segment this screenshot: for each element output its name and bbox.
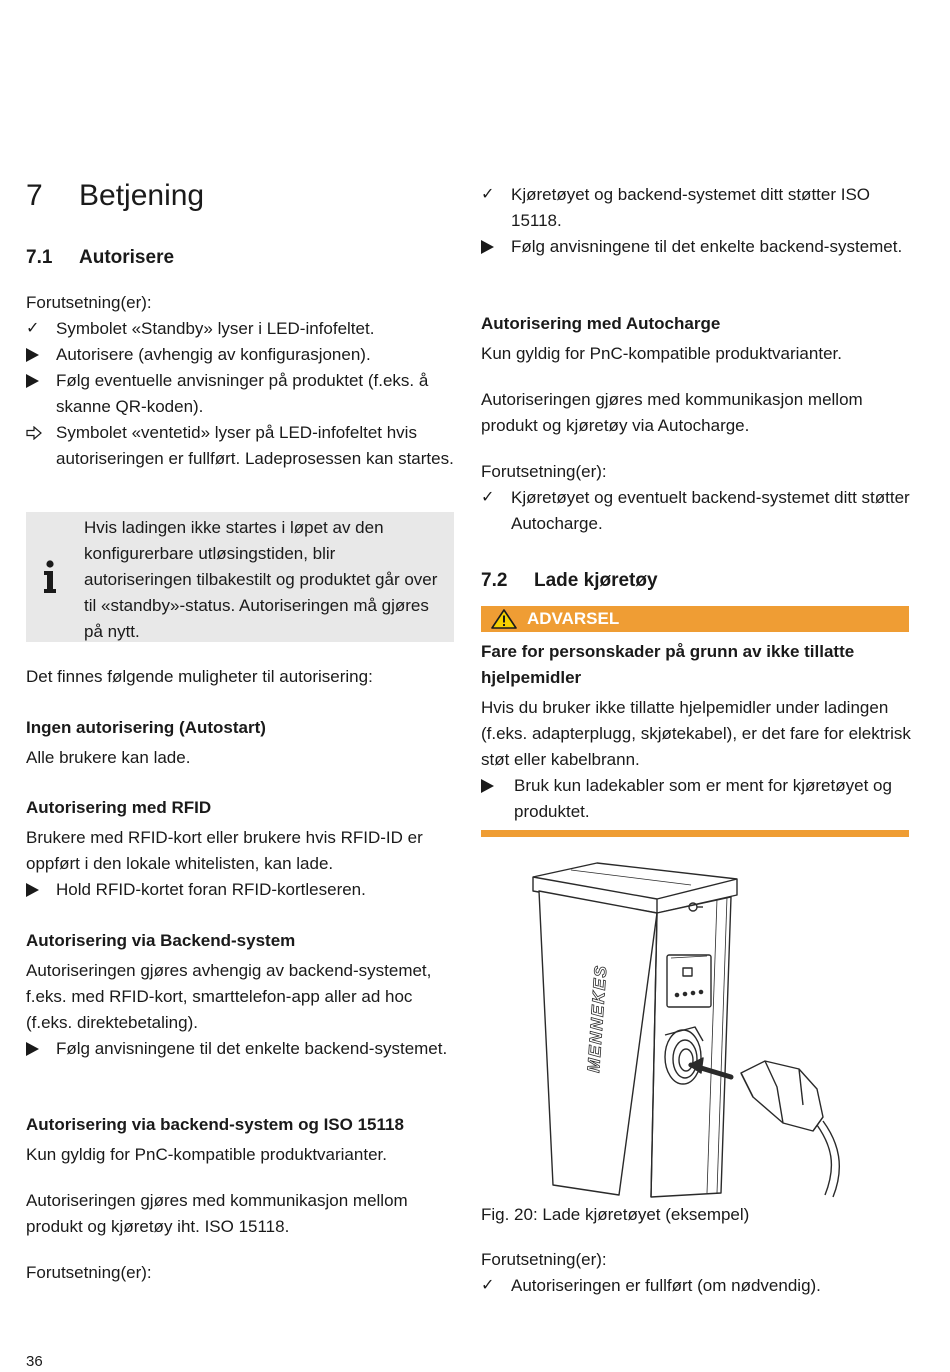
warning-end-rule <box>481 830 909 837</box>
section-7-1-number: 7.1 <box>26 247 53 268</box>
section-7-2-number: 7.2 <box>481 570 508 591</box>
prereq-label: Forutsetning(er): <box>481 462 607 481</box>
warning-text: Hvis du bruker ikke tillatte hjelpemidler under ladingen (f.eks. adapterplugg, skjøtekabel), er det fare for elektrisk støt eller kabelbrann. <box>481 698 911 769</box>
list-item-text: Følg eventuelle anvisninger på produktet (f.eks. å skanne QR-koden). <box>56 371 429 416</box>
page-number: 36 <box>26 1353 43 1370</box>
triangle-right-icon <box>26 877 48 906</box>
section-7-2-heading <box>481 568 658 594</box>
authorize-prereq-block <box>26 290 456 472</box>
autostart-block <box>26 715 456 771</box>
autocharge-text-1: Kun gyldig for PnC-kompatible produktvarianter. <box>481 344 842 363</box>
section-7-1-heading <box>26 245 174 271</box>
brand-label: MENNEKES <box>584 963 611 1074</box>
list-item <box>481 485 911 537</box>
list-item <box>26 877 456 903</box>
check-icon: ✓ <box>26 320 40 337</box>
autocharge-block <box>481 311 911 537</box>
section-7-1-title: Autorisere <box>79 247 175 268</box>
rfid-block <box>26 795 456 903</box>
check-icon: ✓ <box>481 186 495 203</box>
list-item <box>26 420 456 472</box>
triangle-right-icon <box>26 368 48 397</box>
autostart-heading: Ingen autorisering (Autostart) <box>26 718 266 737</box>
info-icon <box>42 560 58 594</box>
outline-arrow-icon <box>26 420 48 449</box>
iso-text-2: Autoriseringen gjøres med kommunikasjon mellom produkt og kjøretøy iht. ISO 15118. <box>26 1191 408 1236</box>
list-item-text: Symbolet «ventetid» lyser på LED-infofeltet hvis autoriseringen er fullført. Ladeprosessen kan startes. <box>56 423 454 468</box>
info-note <box>26 512 454 642</box>
backend-text: Autoriseringen gjøres avhengig av backend-systemet, f.eks. med RFID-kort, smarttelefon-app aller ad hoc (f.eks. direktebetaling). <box>26 961 432 1032</box>
triangle-right-icon <box>481 773 503 802</box>
list-item <box>26 368 456 420</box>
list-item-text: Autorisere (avhengig av konfigurasjonen). <box>56 345 371 364</box>
list-item <box>481 773 911 825</box>
charging-station-figure <box>531 855 891 1200</box>
chapter-number: 7 <box>26 179 43 212</box>
triangle-right-icon <box>26 342 48 371</box>
prereq-label: Forutsetning(er): <box>481 1250 607 1269</box>
info-note-text: Hvis ladingen ikke startes i løpet av den konfigurerbare utløsingstiden, blir autoriseringen tilbakestilt og produktet går over til «standby»-status. Autoriseringen må gjøres på nytt. <box>84 518 438 641</box>
list-item-text: Autoriseringen er fullført (om nødvendig). <box>511 1276 821 1295</box>
rfid-heading: Autorisering med RFID <box>26 798 212 817</box>
prereq-label: Forutsetning(er): <box>26 293 152 312</box>
backend-block <box>26 928 456 1062</box>
chapter-heading <box>26 178 204 214</box>
triangle-right-icon <box>481 234 503 263</box>
list-item <box>26 342 456 368</box>
iso-continued-block <box>481 182 911 260</box>
iso-text-1: Kun gyldig for PnC-kompatible produktvarianter. <box>26 1145 387 1164</box>
list-item-text: Følg anvisningene til det enkelte backend-systemet. <box>56 1039 448 1058</box>
options-intro: Det finnes følgende muligheter til autorisering: <box>26 667 373 686</box>
list-item-text: Kjøretøyet og backend-systemet ditt støtter ISO 15118. <box>511 185 871 230</box>
rfid-text: Brukere med RFID-kort eller brukere hvis RFID-ID er oppført i den lokale whitelisten, kan lade. <box>26 828 423 873</box>
autocharge-heading: Autorisering med Autocharge <box>481 314 721 333</box>
list-item-text: Følg anvisningene til det enkelte backend-systemet. <box>511 237 903 256</box>
warning-bar <box>481 606 909 632</box>
warning-block <box>481 639 911 825</box>
warning-label: ADVARSEL <box>527 609 620 628</box>
autocharge-text-2: Autoriseringen gjøres med kommunikasjon mellom produkt og kjøretøy via Autocharge. <box>481 390 863 435</box>
list-item-text: Hold RFID-kortet foran RFID-kortleseren. <box>56 880 366 899</box>
list-item-text: Bruk kun ladekabler som er ment for kjøretøyet og produktet. <box>514 776 892 821</box>
list-item-text: Kjøretøyet og eventuelt backend-systemet ditt støtter Autocharge. <box>511 488 910 533</box>
list-item <box>26 1036 456 1062</box>
list-item <box>481 1273 911 1299</box>
list-item <box>26 316 456 342</box>
warning-heading: Fare for personskader på grunn av ikke tillatte hjelpemidler <box>481 642 855 687</box>
list-item <box>481 234 911 260</box>
prereq-label: Forutsetning(er): <box>26 1263 152 1282</box>
iso-block <box>26 1112 456 1286</box>
check-icon: ✓ <box>481 1277 495 1294</box>
autostart-text: Alle brukere kan lade. <box>26 748 191 767</box>
chapter-title: Betjening <box>79 179 205 212</box>
figure-caption: Fig. 20: Lade kjøretøyet (eksempel) <box>481 1205 750 1224</box>
check-icon: ✓ <box>481 489 495 506</box>
charge-prereq-block <box>481 1247 911 1299</box>
iso-heading: Autorisering via backend-system og ISO 15118 <box>26 1115 404 1134</box>
list-item <box>481 182 911 234</box>
list-item-text: Symbolet «Standby» lyser i LED-infofeltet. <box>56 319 375 338</box>
section-7-2-title: Lade kjøretøy <box>534 570 658 591</box>
triangle-right-icon <box>26 1036 48 1065</box>
backend-heading: Autorisering via Backend-system <box>26 931 296 950</box>
warning-triangle-icon <box>491 609 517 629</box>
